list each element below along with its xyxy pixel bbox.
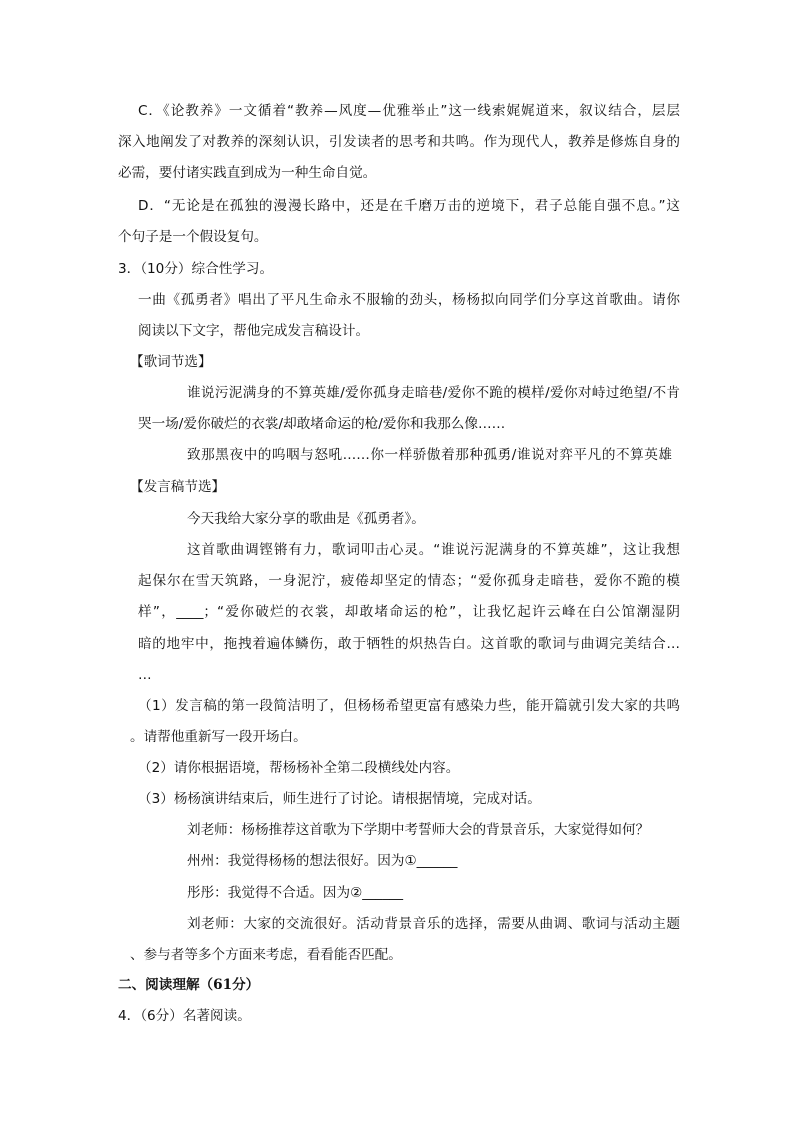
dialogue-teacher-1: 刘老师：杨杨推荐这首歌为下学期中考誓师大会的背景音乐，大家觉得如何？	[187, 822, 650, 838]
dialogue-teacher-2-line-2: 、参与者等多个方面来考虑，看看能否匹配。	[130, 947, 402, 963]
question-4-heading: 4．（6分）名著阅读。	[118, 1008, 251, 1024]
lyrics-line-1: 谁说污泥满身的不算英雄/爱你孤身走暗巷/爱你不跪的模样/爱你对峙过绝望/不肯	[187, 385, 680, 401]
speech-paragraph-2-line-5: …	[138, 667, 152, 683]
lyrics-line-3: 致那黑夜中的呜咽与怒吼……你一样骄傲着那种孤勇/谁说对弈平凡的不算英雄	[187, 447, 672, 463]
speech-paragraph-1: 今天我给大家分享的歌曲是《孤勇者》。	[187, 511, 425, 527]
option-c-line-2: 深入地阐发了对教养的深刻认识，引发读者的思考和共鸣。作为现代人，教养是修炼自身的	[118, 134, 680, 150]
speech-paragraph-2-line-2: 起保尔在雪天筑路，一身泥泞，疲倦却坚定的情态；“爱你孤身走暗巷，爱你不跪的模	[138, 573, 680, 589]
subquestion-1-line-2: 。请帮他重新写一段开场白。	[130, 729, 307, 745]
option-d-line-1: D．“无论是在孤独的漫漫长路中，还是在千磨万击的逆境下，君子总能自强不息。”这	[138, 198, 680, 214]
subquestion-3: （3）杨杨演讲结束后，师生进行了讨论。请根据情境，完成对话。	[138, 791, 541, 807]
question-3-heading: 3．（10分）综合性学习。	[118, 261, 274, 277]
speech-paragraph-2-line-1: 这首歌曲调铿锵有力，歌词叩击心灵。“谁说污泥满身的不算英雄”，这让我想	[187, 542, 680, 558]
option-c-line-3: 必需，要付诸实践直到成为一种生命自觉。	[118, 165, 377, 181]
speech-paragraph-2-line-3: 样”，____；“爱你破烂的衣裳，却敢堵命运的枪”，让我忆起许云峰在白公馆潮湿阴	[138, 604, 680, 620]
question-3-intro-1: 一曲《孤勇者》唱出了平凡生命永不服输的劲头，杨杨拟向同学们分享这首歌曲。请你	[138, 292, 680, 308]
question-3-intro-2: 阅读以下文字，帮他完成发言稿设计。	[138, 323, 370, 339]
lyrics-section-heading: 【歌词节选】	[130, 354, 212, 370]
dialogue-zhouzhou: 州州：我觉得杨杨的想法很好。因为①______	[187, 853, 458, 869]
speech-section-heading: 【发言稿节选】	[130, 479, 226, 495]
option-c-line-1: C．《论教养》一文循着“教养—风度—优雅举止”这一线索娓娓道来，叙议结合，层层	[138, 103, 680, 119]
subquestion-2: （2）请你根据语境，帮杨杨补全第二段横线处内容。	[138, 760, 460, 776]
dialogue-teacher-2-line-1: 刘老师：大家的交流很好。活动背景音乐的选择，需要从曲调、歌词与活动主题	[187, 916, 680, 932]
section-2-heading: 二、阅读理解（61分）	[118, 977, 260, 993]
speech-paragraph-2-line-4: 暗的地牢中，拖拽着遍体鳞伤，敢于牺牲的炽热告白。这首歌的歌词与曲调完美结合…	[138, 636, 680, 652]
subquestion-1-line-1: （1）发言稿的第一段简洁明了，但杨杨希望更富有感染力些，能开篇就引发大家的共鸣	[138, 698, 680, 714]
option-d-line-2: 个句子是一个假设复句。	[118, 229, 268, 245]
dialogue-tongtong: 彤彤：我觉得不合适。因为②______	[187, 885, 404, 901]
lyrics-line-2: 哭一场/爱你破烂的衣裳/却敢堵命运的枪/爱你和我那么像……	[138, 416, 506, 432]
